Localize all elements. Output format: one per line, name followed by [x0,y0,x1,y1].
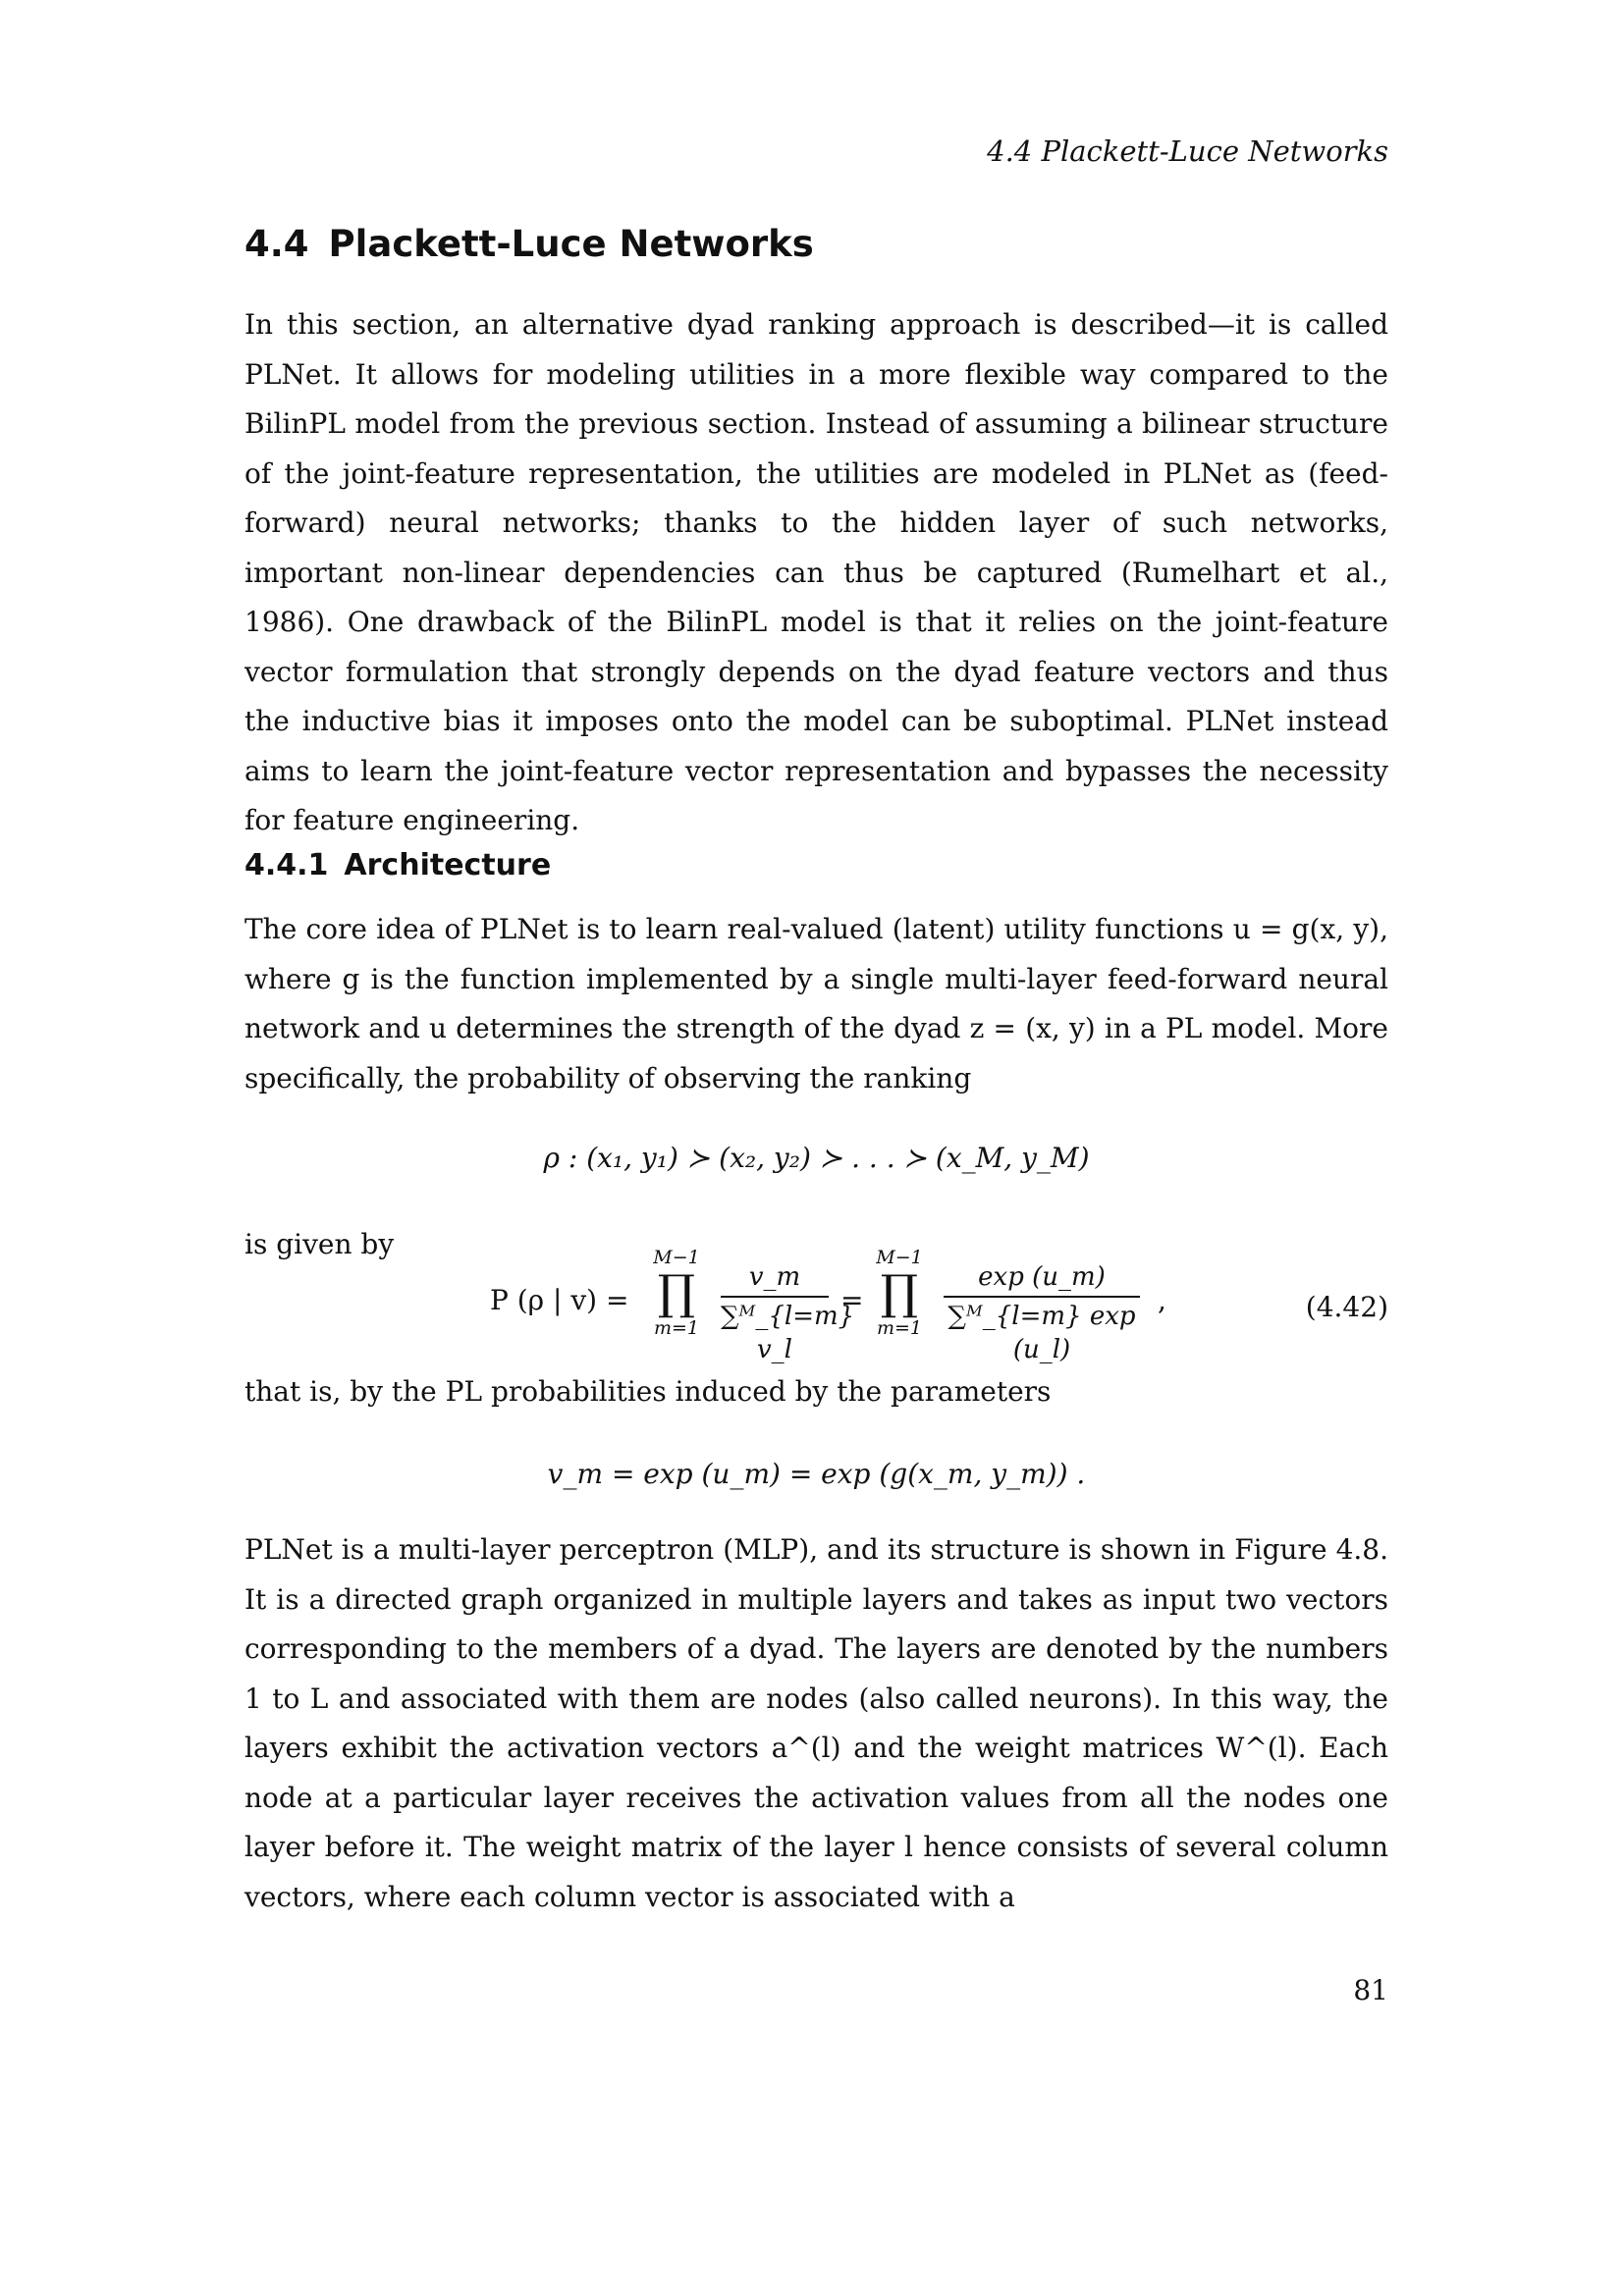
architecture-paragraph-text: The core idea of PLNet is to learn real-valued (latent) utility functions u = g(x, y), where g is the function implemented by a single multi-layer feed-forward neural network and u determines the strength of the dyad z = (x, y) in a PL model. More specifically, the probability of observing the ranking [244,913,1388,1095]
mlp-paragraph [244,1525,1388,1922]
subsection-heading [244,846,551,885]
running-head: 4.4 Plackett-Luce Networks [987,134,1388,168]
product-operator-1 [637,1247,716,1339]
fraction-2 [944,1260,1140,1366]
frac1-bar [721,1296,829,1298]
subsection-number: 4.4.1 [244,848,329,882]
frac2-numerator: exp (u_m) [978,1262,1106,1292]
that-is-text: that is, by the PL probabilities induced by the parameters [244,1375,1052,1408]
architecture-paragraph [244,905,1388,1103]
document-page [244,0,1388,2296]
intro-paragraph [244,300,1388,846]
equation-4-42 [490,1247,1177,1364]
product-operator-2 [860,1247,939,1339]
prod2-symbol: ∏ [880,1265,919,1320]
ranking-equation [244,1139,1388,1178]
param-equation-text: v_m = exp (u_m) = exp (g(x_m, y_m)) . [547,1458,1086,1490]
section-number: 4.4 [244,223,309,265]
eq-lhs: P (ρ | v) = [490,1284,629,1316]
prod2-upper: M−1 [876,1247,923,1268]
given-by-text: is given by [244,1228,395,1260]
prod2-lower: m=1 [876,1317,923,1339]
mlp-paragraph-text: PLNet is a multi-layer perceptron (MLP), and its structure is shown in Figure 4.8. It is a directed graph organized in multiple layers and takes as input two vectors corresponding to the members of a dyad. The layers are denoted by the numbers 1 to L and associated with them are nodes (also called neurons). In this way, the layers exhibit the activation vectors a^(l) and the weight matrices W^(l). Each node at a particular layer receives the activation values from all the nodes one layer before it. The weight matrix of the layer l hence consists of several column vectors, where each column vector is associated with a [244,1533,1388,1913]
frac1-denominator: ∑ᴹ_{l=m} v_l [721,1302,855,1364]
prod1-symbol: ∏ [657,1265,696,1320]
eq-equals: = [840,1284,864,1316]
ranking-equation-text: ρ : (x₁, y₁) ≻ (x₂, y₂) ≻ . . . ≻ (x_M, y_M) [543,1142,1090,1174]
equation-number: (4.42) [1305,1291,1388,1323]
param-equation [244,1455,1388,1494]
frac2-bar [944,1296,1140,1298]
fraction-1 [721,1260,855,1366]
eq-trailing-comma: , [1158,1284,1166,1316]
page-number: 81 [1353,1974,1388,2006]
frac2-denominator: ∑ᴹ_{l=m} exp (u_l) [947,1302,1136,1364]
frac1-numerator: v_m [748,1262,801,1292]
prod1-lower: m=1 [653,1317,700,1339]
intro-paragraph-text: In this section, an alternative dyad ranking approach is described—it is called PLNet. It allows for modeling utilities in a more flexible way compared to the BilinPL model from the previous section. Instead of assuming a bilinear structure of the joint-feature representation, the utilities are modeled in PLNet as (feed-forward) neural networks; thanks to the hidden layer of such networks, important non-linear dependencies can thus be captured (Rumelhart et al., 1986). One drawback of the BilinPL model is that it relies on the joint-feature vector formulation that strongly depends on the dyad feature vectors and thus the inductive bias it imposes onto the model can be suboptimal. PLNet instead aims to learn the joint-feature vector representation and bypasses the necessity for feature engineering. [244,308,1388,836]
prod1-upper: M−1 [653,1247,700,1268]
subsection-title: Architecture [344,848,552,882]
section-title: Plackett-Luce Networks [328,223,814,265]
section-heading [244,220,814,269]
